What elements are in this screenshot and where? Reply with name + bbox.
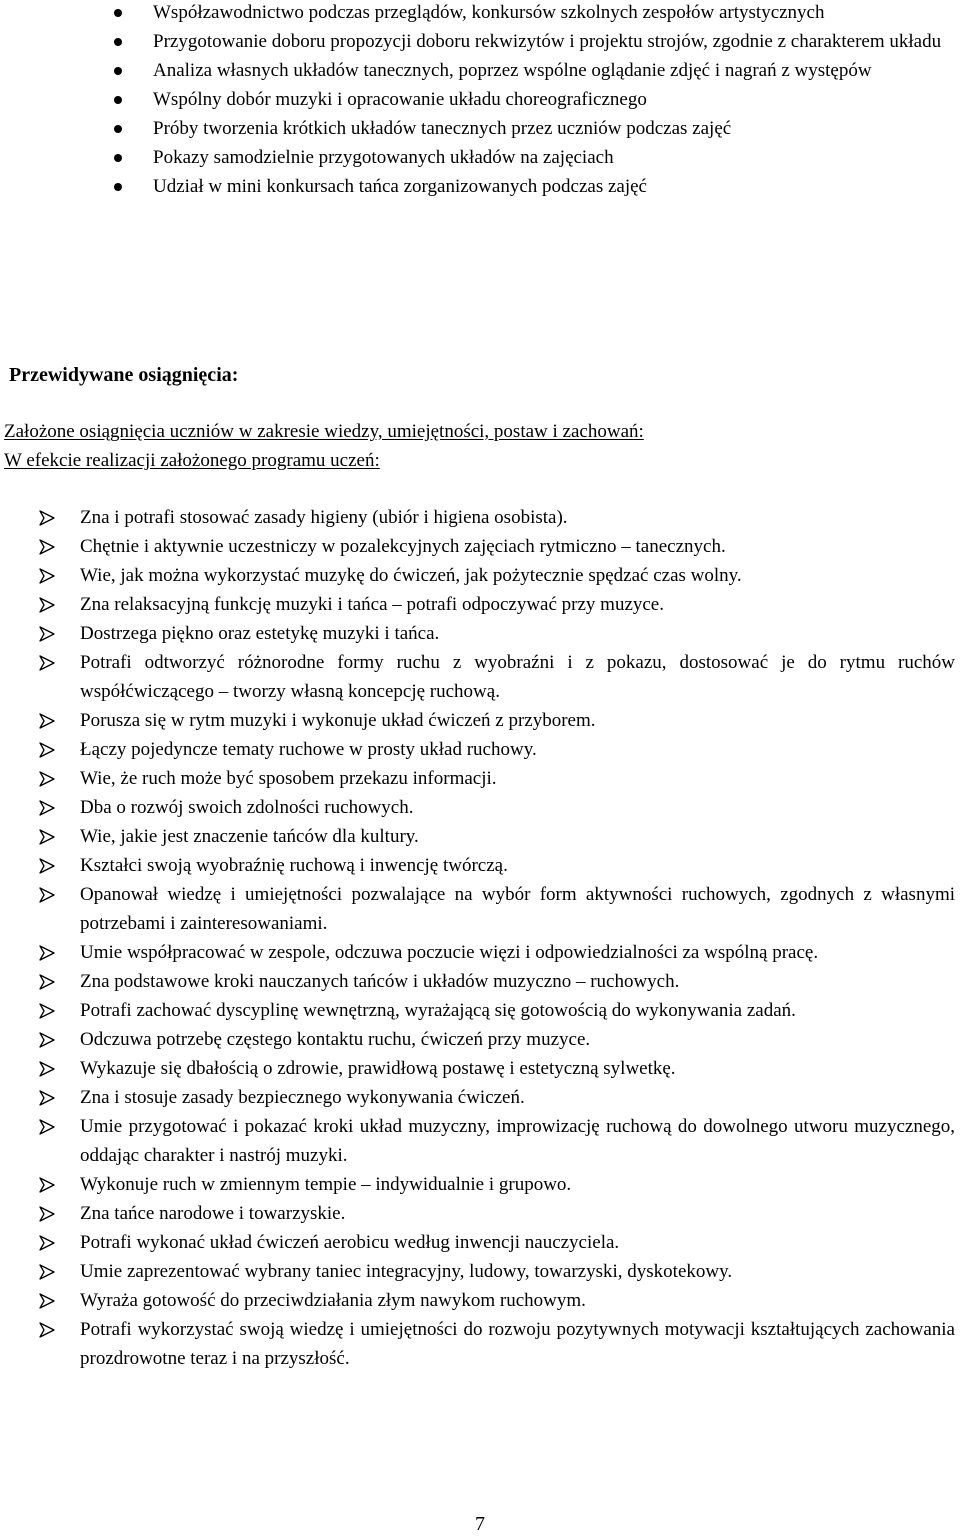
outcome-text: Zna i potrafi stosować zasady higieny (ubiór i higiena osobista). [80, 507, 568, 528]
outcome-text: Wykonuje ruch w zmiennym tempie – indywidualnie i grupowo. [80, 1174, 572, 1195]
arrowhead-bullet-icon [39, 539, 55, 555]
arrowhead-bullet-icon [39, 1177, 55, 1193]
outcome-item [0, 706, 960, 735]
outcome-item [0, 590, 960, 619]
outcome-text: Porusza się w rytm muzyki i wykonuje układ ćwiczeń z przyborem. [80, 710, 596, 731]
list-item [0, 27, 960, 56]
bullet-dot-icon [114, 38, 122, 46]
outcome-item [0, 1199, 960, 1228]
outcome-item [0, 967, 960, 996]
list-item [0, 143, 960, 172]
bullet-dot-icon [114, 96, 122, 104]
bullet-dot-icon [114, 125, 122, 133]
outcome-item [0, 1112, 960, 1170]
arrowhead-bullet-icon [39, 1061, 55, 1077]
outcome-item [0, 1315, 960, 1373]
outcome-item [0, 1054, 960, 1083]
outcome-item [0, 851, 960, 880]
bullet-dot-icon [114, 9, 122, 17]
arrowhead-bullet-icon [39, 1235, 55, 1251]
list-item-text: Współzawodnictwo podczas przeglądów, konkursów szkolnych zespołów artystycznych [153, 2, 825, 23]
list-item [0, 56, 960, 85]
outcome-item [0, 1025, 960, 1054]
list-item-text: Udział w mini konkursach tańca zorganizowanych podczas zajęć [153, 176, 647, 197]
outcome-text: Potrafi odtworzyć różnorodne formy ruchu z wyobraźni i z pokazu, dostosować je do rytmu ruchów współćwiczącego – tworzy własną koncepcję ruchową. [80, 652, 955, 702]
section-intro [4, 417, 944, 475]
outcome-text: Wie, że ruch może być sposobem przekazu informacji. [80, 768, 497, 789]
arrowhead-bullet-icon [39, 597, 55, 613]
outcome-item [0, 648, 960, 706]
bullet-dot-icon [114, 183, 122, 191]
arrowhead-bullet-icon [39, 1119, 55, 1135]
arrowhead-bullet-icon [39, 1206, 55, 1222]
arrowhead-bullet-icon [39, 858, 55, 874]
arrowhead-bullet-icon [39, 742, 55, 758]
arrowhead-bullet-icon [39, 800, 55, 816]
outcome-item [0, 1170, 960, 1199]
outcome-item [0, 793, 960, 822]
arrowhead-bullet-icon [39, 945, 55, 961]
outcome-item [0, 996, 960, 1025]
outcome-text: Łączy pojedyncze tematy ruchowe w prosty układ ruchowy. [80, 739, 537, 760]
outcome-item [0, 561, 960, 590]
list-item-text: Analiza własnych układów tanecznych, poprzez wspólne oglądanie zdjęć i nagrań z występów [153, 60, 872, 81]
arrowhead-bullet-icon [39, 568, 55, 584]
outcome-item [0, 1257, 960, 1286]
list-item-text: Próby tworzenia krótkich układów tanecznych przez uczniów podczas zajęć [153, 118, 732, 139]
outcome-item [0, 1083, 960, 1112]
outcome-text: Dba o rozwój swoich zdolności ruchowych. [80, 797, 414, 818]
arrowhead-bullet-icon [39, 1264, 55, 1280]
bullet-dot-icon [114, 154, 122, 162]
outcome-text: Zna i stosuje zasady bezpiecznego wykonywania ćwiczeń. [80, 1087, 525, 1108]
outcome-text: Umie przygotować i pokazać kroki układ muzyczny, improwizację ruchową do dowolnego utworu muzycznego, oddając charakter i nastrój muzyki. [80, 1116, 955, 1166]
outcome-text: Potrafi wykorzystać swoją wiedzę i umiejętności do rozwoju pozytywnych motywacji kształtujących zachowania prozdrowotne teraz i na przyszłość. [80, 1319, 955, 1369]
list-item-text: Pokazy samodzielnie przygotowanych układów na zajęciach [153, 147, 614, 168]
arrowhead-bullet-icon [39, 713, 55, 729]
outcome-text: Dostrzega piękno oraz estetykę muzyki i tańca. [80, 623, 440, 644]
outcome-text: Opanował wiedzę i umiejętności pozwalające na wybór form aktywności ruchowych, zgodnych z własnymi potrzebami i zainteresowaniami. [80, 884, 955, 934]
arrowhead-bullet-icon [39, 1003, 55, 1019]
arrowhead-bullet-icon [39, 655, 55, 671]
outcome-item [0, 822, 960, 851]
page-number: 7 [475, 1513, 485, 1535]
bullet-dot-icon [114, 67, 122, 75]
outcomes-list [0, 503, 960, 1373]
outcome-text: Zna relaksacyjną funkcję muzyki i tańca – potrafi odpoczywać przy muzyce. [80, 594, 664, 615]
outcome-item [0, 880, 960, 938]
arrowhead-bullet-icon [39, 1090, 55, 1106]
outcome-text: Odczuwa potrzebę częstego kontaktu ruchu, ćwiczeń przy muzyce. [80, 1029, 591, 1050]
outcome-item [0, 1286, 960, 1315]
arrowhead-bullet-icon [39, 510, 55, 526]
activities-bullet-list [0, 0, 960, 201]
arrowhead-bullet-icon [39, 626, 55, 642]
outcome-text: Umie zaprezentować wybrany taniec integracyjny, ludowy, towarzyski, dyskotekowy. [80, 1261, 733, 1282]
arrowhead-bullet-icon [39, 771, 55, 787]
arrowhead-bullet-icon [39, 1032, 55, 1048]
outcome-item [0, 503, 960, 532]
list-item-text: Wspólny dobór muzyki i opracowanie układu choreograficznego [153, 89, 647, 110]
list-item [0, 172, 960, 201]
outcome-text: Potrafi zachować dyscyplinę wewnętrzną, wyrażającą się gotowością do wykonywania zadań. [80, 1000, 796, 1021]
section-heading: Przewidywane osiągnięcia: [9, 364, 239, 386]
outcome-item [0, 1228, 960, 1257]
outcome-text: Chętnie i aktywnie uczestniczy w pozalekcyjnych zajęciach rytmiczno – tanecznych. [80, 536, 726, 557]
arrowhead-bullet-icon [39, 1293, 55, 1309]
outcome-text: Potrafi wykonać układ ćwiczeń aerobicu według inwencji nauczyciela. [80, 1232, 620, 1253]
outcome-item [0, 532, 960, 561]
outcome-text: Wie, jak można wykorzystać muzykę do ćwiczeń, jak pożytecznie spędzać czas wolny. [80, 565, 742, 586]
outcome-text: Zna tańce narodowe i towarzyskie. [80, 1203, 346, 1224]
outcome-text: Wie, jakie jest znaczenie tańców dla kultury. [80, 826, 419, 847]
arrowhead-bullet-icon [39, 887, 55, 903]
outcome-text: Kształci swoją wyobraźnię ruchową i inwencję twórczą. [80, 855, 508, 876]
intro-line-2: W efekcie realizacji założonego programu uczeń: [4, 450, 380, 471]
outcome-item [0, 764, 960, 793]
intro-line-1: Założone osiągnięcia uczniów w zakresie wiedzy, umiejętności, postaw i zachowań: [4, 421, 644, 442]
outcome-text: Wyraża gotowość do przeciwdziałania złym nawykom ruchowym. [80, 1290, 586, 1311]
list-item [0, 114, 960, 143]
list-item-text: Przygotowanie doboru propozycji doboru rekwizytów i projektu strojów, zgodnie z charakterem układu [153, 31, 942, 52]
arrowhead-bullet-icon [39, 1322, 55, 1338]
arrowhead-bullet-icon [39, 974, 55, 990]
list-item [0, 85, 960, 114]
outcome-text: Umie współpracować w zespole, odczuwa poczucie więzi i odpowiedzialności za wspólną pracę. [80, 942, 819, 963]
arrowhead-bullet-icon [39, 829, 55, 845]
outcome-item [0, 735, 960, 764]
outcome-item [0, 619, 960, 648]
list-item [0, 0, 960, 27]
outcome-item [0, 938, 960, 967]
outcome-text: Wykazuje się dbałością o zdrowie, prawidłową postawę i estetyczną sylwetkę. [80, 1058, 676, 1079]
outcome-text: Zna podstawowe kroki nauczanych tańców i układów muzyczno – ruchowych. [80, 971, 680, 992]
